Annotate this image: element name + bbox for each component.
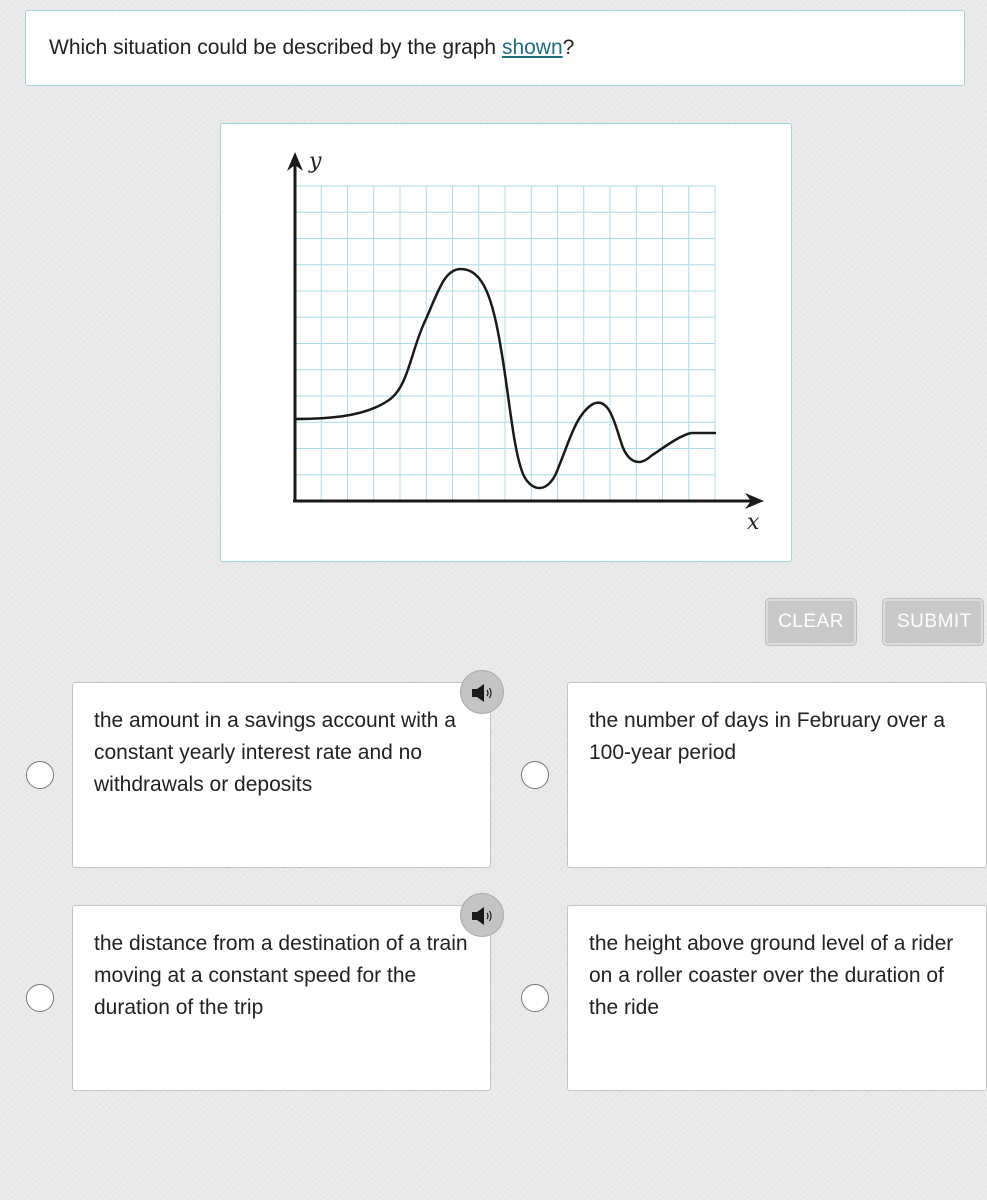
option-1-audio-button[interactable] (460, 670, 504, 714)
option-2-card[interactable] (567, 682, 987, 868)
question-box (25, 10, 965, 86)
clear-button[interactable]: CLEAR (766, 599, 856, 645)
question-link-shown[interactable]: shown (501, 36, 563, 59)
submit-button[interactable]: SUBMIT (883, 599, 983, 645)
question-text (49, 36, 574, 60)
option-3-audio-button[interactable] (460, 893, 504, 937)
option-4-radio[interactable] (521, 984, 549, 1012)
option-2-radio[interactable] (521, 761, 549, 789)
graph-svg (221, 124, 793, 563)
option-3-card[interactable] (72, 905, 491, 1091)
option-1-radio[interactable] (26, 761, 54, 789)
option-1-text: the amount in a savings account with a constant yearly interest rate and no withdrawals or deposits (94, 709, 456, 796)
question-text-before: Which situation could be described by the graph (49, 36, 502, 59)
y-axis-label: y (309, 149, 322, 174)
option-4-card[interactable] (567, 905, 987, 1091)
x-axis-label: x (747, 510, 760, 535)
speaker-icon (471, 905, 495, 927)
graph-box (220, 123, 792, 562)
graph-grid (295, 186, 715, 501)
option-4-text: the height above ground level of a rider on a roller coaster over the duration of the ride (589, 932, 954, 1019)
speaker-icon (471, 682, 495, 704)
option-3-radio[interactable] (26, 984, 54, 1012)
option-1-card[interactable] (72, 682, 491, 868)
option-3-text: the distance from a destination of a train moving at a constant speed for the duration of the trip (94, 932, 468, 1019)
option-2-text: the number of days in February over a 100-year period (589, 709, 946, 764)
question-text-after: ? (562, 36, 575, 59)
